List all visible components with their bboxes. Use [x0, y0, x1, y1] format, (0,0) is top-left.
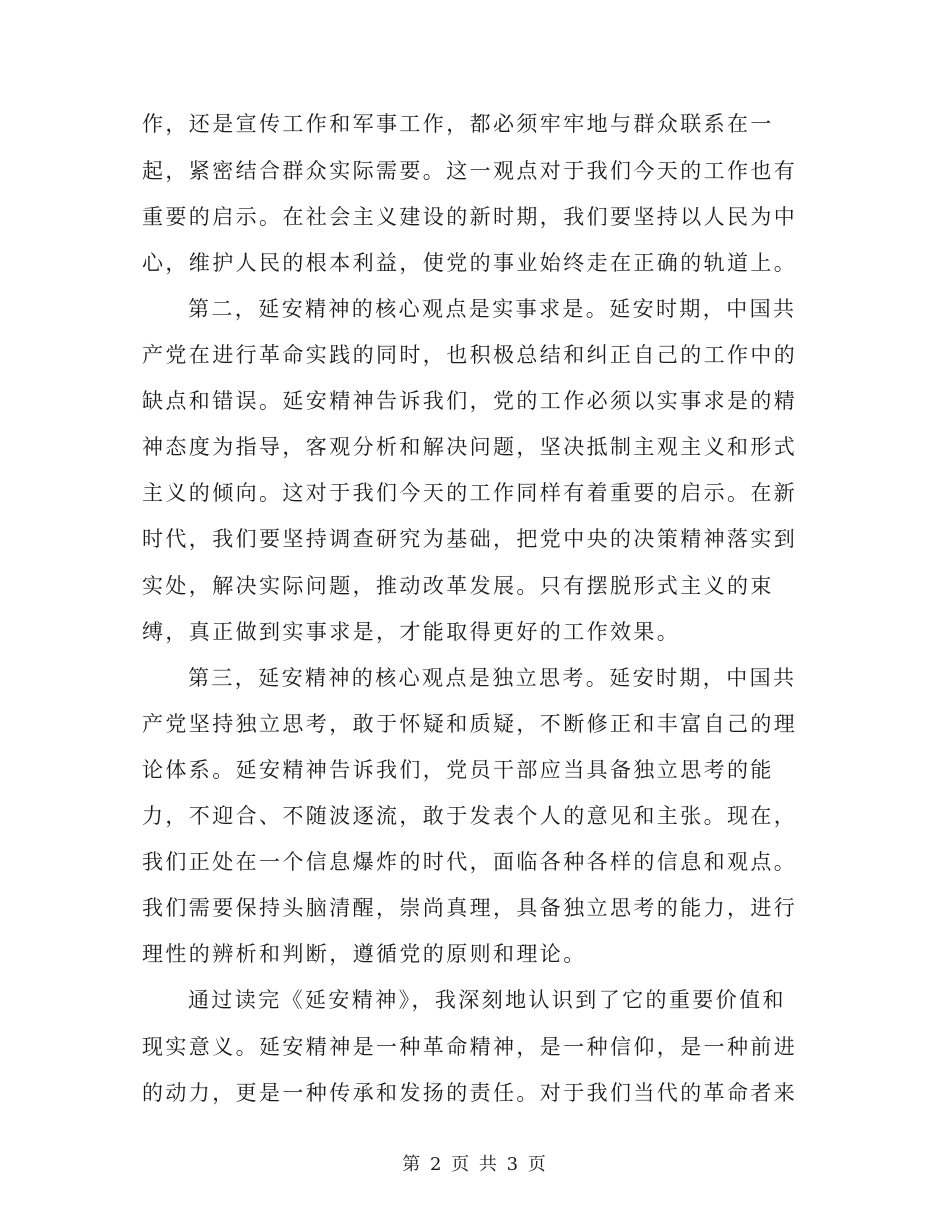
text-line: 起，紧密结合群众实际需要。这一观点对于我们今天的工作也有	[142, 159, 798, 183]
text-line: 我们正处在一个信息爆炸的时代，面临各种各样的信息和观点。	[142, 850, 798, 874]
paragraph-first-line: 第二，延安精神的核心观点是实事求是。延安时期，中国共	[188, 297, 797, 321]
text-line: 作，还是宣传工作和军事工作，都必须牢牢地与群众联系在一	[142, 112, 774, 136]
text-line: 的动力，更是一种传承和发扬的责任。对于我们当代的革命者来	[142, 1081, 798, 1105]
text-line: 实处，解决实际问题，推动改革发展。只有摆脱形式主义的束	[142, 574, 774, 598]
paragraph-first-line: 通过读完《延安精神》，我深刻地认识到了它的重要价值和	[188, 988, 786, 1012]
text-line: 心，维护人民的根本利益，使党的事业始终走在正确的轨道上。	[142, 251, 798, 275]
text-line: 缚，真正做到实事求是，才能取得更好的工作效果。	[142, 620, 681, 644]
text-line: 产党坚持独立思考，敢于怀疑和质疑，不断修正和丰富自己的理	[142, 712, 798, 736]
paragraph-first-line: 第三，延安精神的核心观点是独立思考。延安时期，中国共	[188, 666, 797, 690]
text-line: 主义的倾向。这对于我们今天的工作同样有着重要的启示。在新	[142, 481, 798, 505]
text-line: 时代，我们要坚持调查研究为基础，把党中央的决策精神落实到	[142, 527, 798, 551]
text-line: 我们需要保持头脑清醒，崇尚真理，具备独立思考的能力，进行	[142, 896, 798, 920]
text-line: 重要的启示。在社会主义建设的新时期，我们要坚持以人民为中	[142, 205, 798, 229]
text-line: 力，不迎合、不随波逐流，敢于发表个人的意见和主张。现在，	[142, 804, 798, 828]
text-line: 论体系。延安精神告诉我们，党员干部应当具备独立思考的能	[142, 758, 774, 782]
text-line: 产党在进行革命实践的同时，也积极总结和纠正自己的工作中的	[142, 343, 798, 367]
text-line: 理性的辨析和判断，遵循党的原则和理论。	[142, 942, 587, 966]
text-line: 缺点和错误。延安精神告诉我们，党的工作必须以实事求是的精	[142, 389, 798, 413]
text-line: 神态度为指导，客观分析和解决问题，坚决抵制主观主义和形式	[142, 435, 798, 459]
page-number-footer: 第 2 页 共 3 页	[402, 1154, 548, 1175]
text-line: 现实意义。延安精神是一种革命精神，是一种信仰，是一种前进	[142, 1035, 798, 1059]
